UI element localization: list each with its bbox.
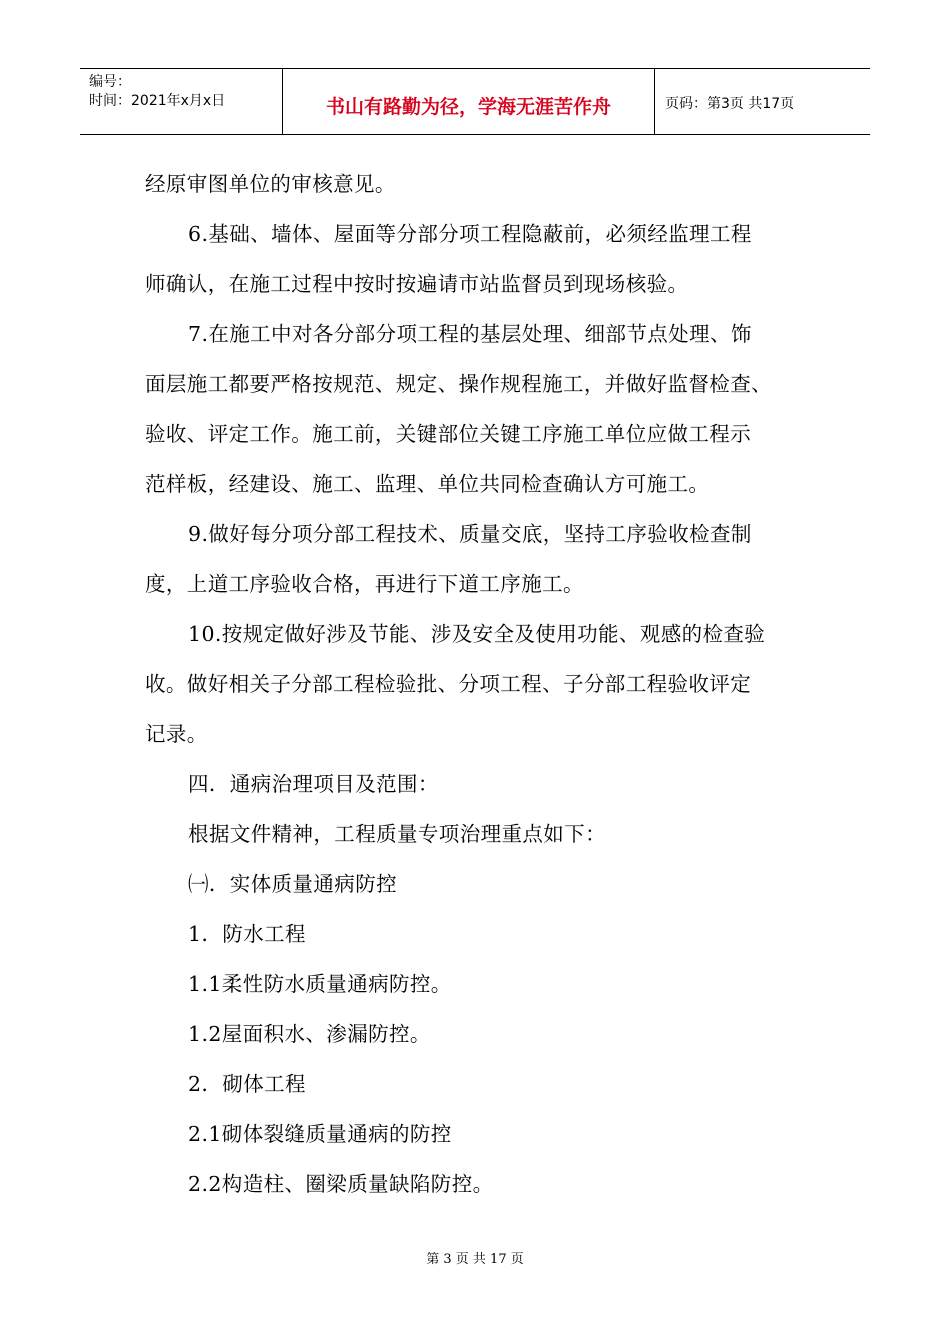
body-line: 师确认，在施工过程中按时按遍请市站监督员到现场核验。 xyxy=(145,272,689,296)
body-line: 收。做好相关子分部工程检验批、分项工程、子分部工程验收评定 xyxy=(145,672,752,696)
header-middle-cell xyxy=(283,69,655,135)
motto-text: 书山有路勤为径，学海无涯苦作舟 xyxy=(325,96,611,118)
list-item: 2．砌体工程 xyxy=(188,1072,306,1096)
body-line: 记录。 xyxy=(145,722,208,746)
header-right-cell xyxy=(655,69,870,135)
section-heading: 四．通病治理项目及范围： xyxy=(188,772,439,796)
subsection-heading: ㈠．实体质量通病防控 xyxy=(188,872,397,896)
header-left-cell xyxy=(80,69,283,135)
list-item: 1.2屋面积水、渗漏防控。 xyxy=(188,1022,431,1046)
page-footer: 第 3 页 共 17 页 xyxy=(426,1252,524,1267)
body-line: 经原审图单位的审核意见。 xyxy=(145,172,396,196)
date-label: 时间：2021年x月x日 xyxy=(89,93,226,109)
list-item: 1.1柔性防水质量通病防控。 xyxy=(188,972,452,996)
body-line: 面层施工都要严格按规范、规定、操作规程施工，并做好监督检查、 xyxy=(145,372,772,396)
serial-number-label: 编号： xyxy=(89,74,131,90)
body-line: 范样板，经建设、施工、监理、单位共同检查确认方可施工。 xyxy=(145,472,710,496)
body-line: 6.基础、墙体、屋面等分部分项工程隐蔽前，必须经监理工程 xyxy=(188,222,752,246)
header-page-info: 页码：第3页 共17页 xyxy=(665,96,795,112)
body-line: 根据文件精神，工程质量专项治理重点如下： xyxy=(188,822,606,846)
body-line: 验收、评定工作。施工前，关键部位关键工序施工单位应做工程示 xyxy=(145,422,752,446)
body-line: 9.做好每分项分部工程技术、质量交底，坚持工序验收检查制 xyxy=(188,522,752,546)
list-item: 1．防水工程 xyxy=(188,922,306,946)
body-line: 7.在施工中对各分部分项工程的基层处理、细部节点处理、饰 xyxy=(188,322,752,346)
body-line: 10.按规定做好涉及节能、涉及安全及使用功能、观感的检查验 xyxy=(188,622,766,646)
document-header xyxy=(80,68,870,135)
body-line: 度，上道工序验收合格，再进行下道工序施工。 xyxy=(145,572,584,596)
list-item: 2.1砌体裂缝质量通病的防控 xyxy=(188,1122,452,1146)
list-item: 2.2构造柱、圈梁质量缺陷防控。 xyxy=(188,1172,494,1196)
